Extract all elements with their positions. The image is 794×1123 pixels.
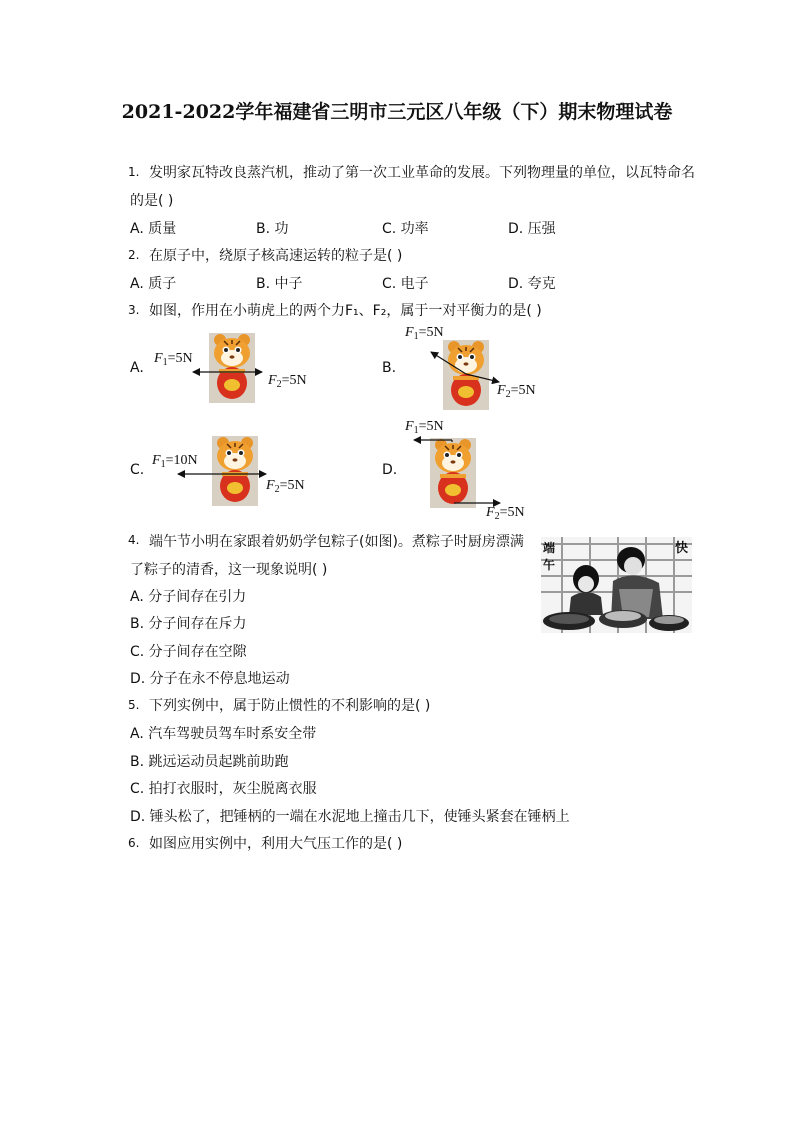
option-a: A. 分子间存在引力 — [130, 589, 247, 605]
question-number: 2. — [128, 248, 140, 262]
option-a: A. 汽车驾驶员驾车时系安全带 — [130, 726, 317, 742]
question-text: 如图，作用在小萌虎上的两个力F₁、F₂，属于一对平衡力的是( ) — [149, 303, 542, 319]
question-number: 3. — [128, 303, 140, 317]
question-text: 如图应用实例中，利用大气压工作的是( ) — [149, 836, 403, 852]
force-label-f2: $F_2=5N$ — [268, 373, 307, 390]
figure-d-label: D. — [382, 462, 398, 478]
question-text-cont: 的是( ) — [130, 193, 174, 209]
figure-c-label: C. — [130, 462, 145, 478]
question-number: 4. — [128, 533, 140, 547]
zongzi-photo — [541, 537, 692, 633]
force-arrow-f2 — [466, 374, 499, 382]
question-number: 5. — [128, 698, 140, 712]
force-label-f1: $F_1=5N$ — [154, 351, 193, 368]
question-text-cont: 了粽子的清香，这一现象说明( ) — [130, 562, 328, 578]
question-text: 端午节小明在家跟着奶奶学包粽子(如图)。煮粽子时厨房漂满 — [149, 534, 524, 550]
question-number: 1. — [128, 165, 140, 179]
force-label-f2: $F_2=5N$ — [497, 383, 536, 400]
force-label-f1: $F_1=5N$ — [405, 419, 444, 436]
figure-a-label: A. — [130, 360, 144, 376]
force-label-f1: $F_1=5N$ — [405, 325, 444, 342]
option-a: A. 质量 — [130, 221, 177, 237]
photo-caption-char: 快 — [675, 541, 689, 556]
question-text: 发明家瓦特改良蒸汽机，推动了第一次工业革命的发展。下列物理量的单位，以瓦特命名 — [149, 165, 695, 181]
force-diagram-a — [150, 340, 350, 400]
photo-caption-char: 端 — [543, 541, 556, 555]
option-b: B. 中子 — [256, 276, 303, 292]
option-c: C. 电子 — [382, 276, 429, 292]
option-b: B. 功 — [256, 221, 289, 237]
force-label-f2: $F_2=5N$ — [266, 478, 305, 495]
option-b: B. 分子间存在斥力 — [130, 616, 247, 632]
zongzi-illustration — [541, 537, 692, 633]
option-d: D. 夸克 — [508, 276, 556, 292]
question-number: 6. — [128, 836, 140, 850]
force-arrow-f1 — [431, 352, 466, 374]
option-d: D. 分子在永不停息地运动 — [130, 671, 290, 687]
option-d: D. 锤头松了，把锤柄的一端在水泥地上撞击几下，使锤头紧套在锤柄上 — [130, 809, 570, 825]
option-d: D. 压强 — [508, 221, 556, 237]
photo-caption-char: 午 — [543, 558, 556, 572]
force-label-f2: $F_2=5N$ — [486, 505, 525, 522]
question-text: 在原子中，绕原子核高速运转的粒子是( ) — [149, 248, 403, 264]
option-a: A. 质子 — [130, 276, 177, 292]
exam-title: 2021-2022学年福建省三明市三元区八年级（下）期末物理试卷 — [121, 101, 673, 123]
option-b: B. 跳远运动员起跳前助跑 — [130, 754, 289, 770]
option-c: C. 拍打衣服时，灰尘脱离衣服 — [130, 781, 317, 797]
force-label-f1: $F_1=10N$ — [152, 453, 198, 470]
option-c: C. 分子间存在空隙 — [130, 644, 247, 660]
force-diagram-d — [400, 430, 600, 510]
figure-b-label: B. — [382, 360, 397, 376]
option-c: C. 功率 — [382, 221, 429, 237]
question-text: 下列实例中，属于防止惯性的不利影响的是( ) — [149, 698, 431, 714]
